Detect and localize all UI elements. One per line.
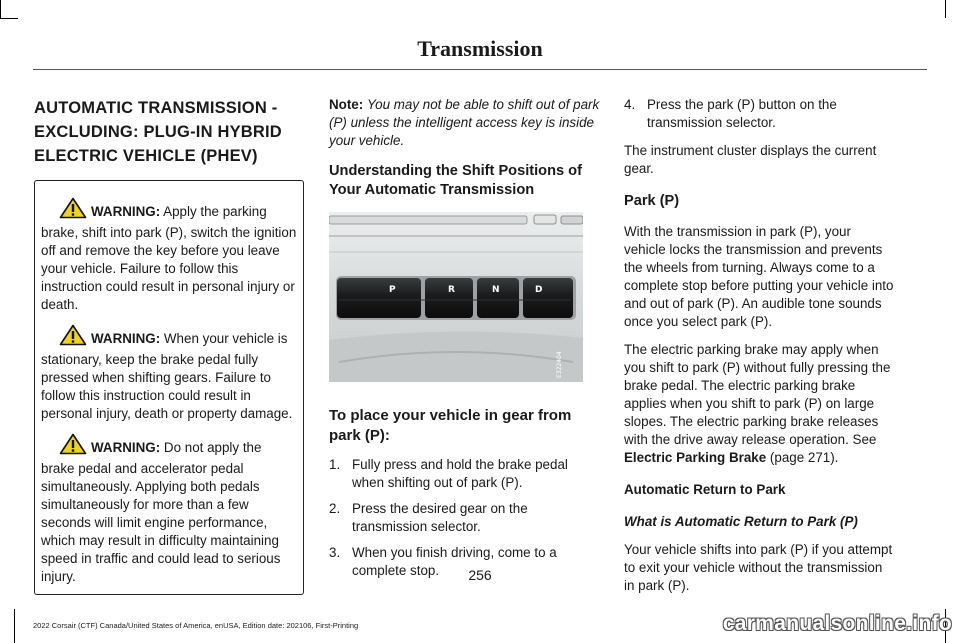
gear-button-label: N	[492, 285, 500, 295]
main-heading: AUTOMATIC TRANSMISSION - EXCLUDING: PLUG-IN HYBRID ELECTRIC VEHICLE (PHEV)	[34, 99, 282, 165]
gear-button-label: D	[535, 285, 543, 295]
gear-button-label: P	[389, 285, 396, 295]
section-title: Transmission	[417, 36, 543, 61]
crop-mark	[0, 0, 1, 18]
epb-link[interactable]: Electric Parking Brake	[624, 450, 767, 465]
right-column	[624, 96, 896, 605]
step-text: When you finish driving, come to a complete stop.	[352, 545, 557, 578]
left-column	[34, 96, 304, 595]
warning-label: WARNING:	[91, 440, 161, 455]
page-number: 256	[468, 567, 492, 583]
transmission-selector-image	[329, 212, 583, 382]
warning-label: WARNING:	[91, 331, 161, 346]
list-item	[329, 456, 601, 492]
epb-page-ref: (page 271).	[769, 450, 839, 465]
auto-return-paragraph: Your vehicle shifts into park (P) if you attempt to exit your vehicle without the transmission in park (P).	[624, 542, 893, 593]
epb-text: The electric parking brake may apply when you shift to park (P) without fully pressing the brake pedal. The electric parking brake applies when you shift to park (P) on large slopes. The electric parking brake releases with the drive away release operation. See	[624, 342, 891, 447]
gear-button-label: R	[448, 285, 455, 295]
steps-heading: To place your vehicle in gear from park (P):	[329, 407, 572, 444]
crop-mark	[0, 18, 18, 19]
list-item	[624, 96, 896, 132]
step-number: 4.	[624, 97, 636, 112]
auto-return-question: What is Automatic Return to Park (P)	[624, 514, 858, 529]
list-item	[329, 500, 601, 536]
step-number: 1.	[329, 457, 341, 472]
steps-list-continued	[624, 96, 896, 132]
note-text: You may not be able to shift out of park (P) unless the intelligent access key is inside your vehicle.	[329, 97, 600, 148]
warning-triangle-icon	[59, 433, 87, 460]
shift-positions-heading: Understanding the Shift Positions of Your Automatic Transmission	[329, 163, 582, 198]
crop-mark	[945, 0, 946, 18]
step-number: 3.	[329, 545, 341, 560]
header-divider	[33, 69, 927, 70]
park-heading: Park (P)	[624, 193, 680, 209]
watermark: carmanualsonline.info	[722, 612, 952, 635]
step-text: Press the desired gear on the transmission selector.	[352, 501, 528, 534]
warning-text: Do not apply the brake pedal and accelerator pedal simultaneously. Applying both pedals simultaneously for more than a few seconds will limit engine performance, which may result in difficulty maintaining speed in traffic and could lead to serious injury.	[41, 440, 281, 584]
auto-return-heading: Automatic Return to Park	[624, 482, 786, 497]
warning-triangle-icon	[59, 324, 87, 351]
warning-label: WARNING:	[91, 204, 161, 219]
epb-paragraph	[624, 341, 896, 467]
steps-list	[329, 456, 601, 580]
warning-box	[34, 180, 304, 595]
step-text: Press the park (P) button on the transmission selector.	[647, 97, 837, 130]
note-label: Note:	[329, 97, 364, 112]
step-text: Fully press and hold the brake pedal when shifting out of park (P).	[352, 457, 568, 490]
cluster-paragraph: The instrument cluster displays the current gear.	[624, 143, 877, 176]
park-paragraph: With the transmission in park (P), your vehicle locks the transmission and prevents the wheels from turning. Always come to a complete stop before putting your vehicle into and out of park (P). An audible tone sounds once you select park (P).	[624, 224, 894, 329]
footer-edition: 2022 Corsair (CTF) Canada/United States of America, enUSA, Edition date: 202106, First-Printing	[33, 621, 359, 630]
warning-text: When your vehicle is stationary, keep the brake pedal fully pressed when shifting gears. Failure to follow this instruction could result in personal injury, death or property damage.	[41, 331, 293, 421]
warning-paragraph	[41, 197, 297, 314]
note-paragraph	[329, 96, 601, 150]
step-number: 2.	[329, 501, 341, 516]
warning-text: Apply the parking brake, shift into park (P), switch the ignition off and remove the key before you leave your vehicle. Failure to follow this instruction could result in personal injury or death.	[41, 204, 297, 312]
warning-paragraph	[41, 324, 297, 423]
crop-mark	[14, 609, 15, 643]
image-code: E322404	[556, 351, 563, 378]
warning-triangle-icon	[59, 197, 87, 224]
middle-column	[329, 96, 601, 588]
warning-paragraph	[41, 433, 297, 586]
